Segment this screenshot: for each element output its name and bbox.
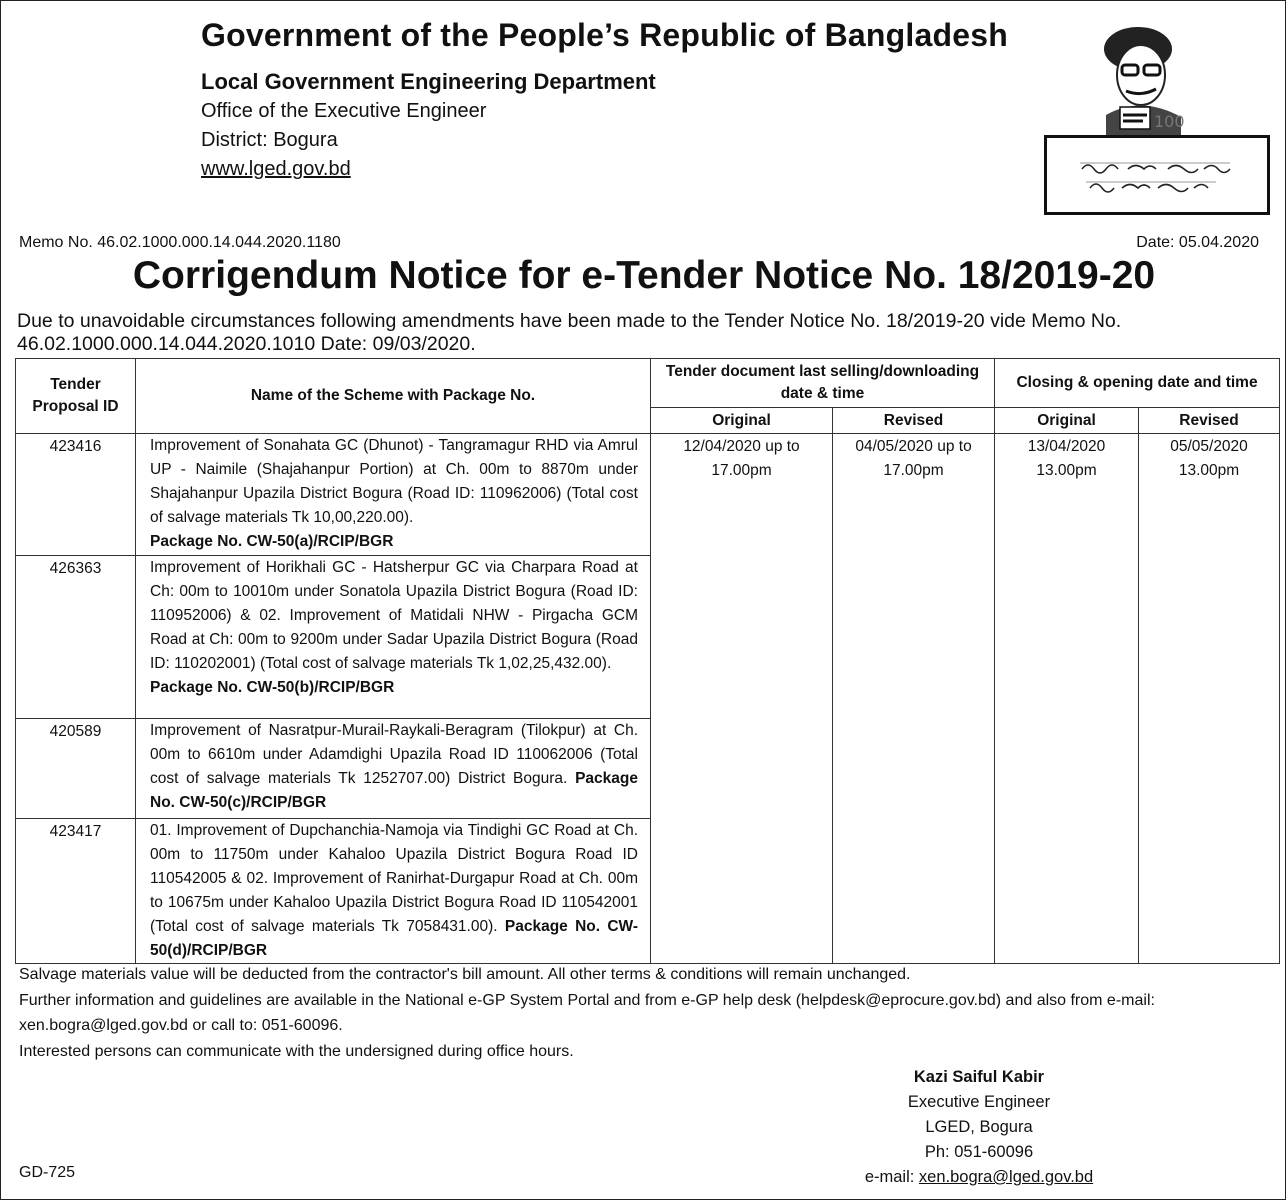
proposal-id: 423416 [16,434,136,556]
scheme-text: Improvement of Nasratpur-Murail-Raykali-Beragram (Tilokpur) at Ch. 00m to 6610m under Adamdighi Upazila Road ID 110062006 (Total cost of salvage materials Tk 1252707.00) District Bogura. [150,722,638,787]
header-closing-revised: Revised [1139,408,1280,434]
department-heading: Local Government Engineering Department [201,69,656,94]
proposal-id: 426363 [16,556,136,719]
header-selling-original: Original [651,408,833,434]
scheme-cell [136,719,651,819]
government-heading: Government of the People’s Republic of Bangladesh [201,17,1008,53]
svg-text:100: 100 [1154,112,1185,131]
selling-original-date: 12/04/2020 up to 17.00pm [651,434,833,964]
district-line: District: Bogura [201,129,338,151]
signatory-name: Kazi Saiful Kabir [913,1068,1045,1086]
header-closing-original: Original [995,408,1139,434]
signature-block [861,1065,1097,1190]
notice-title: Corrigendum Notice for e-Tender Notice No. 18/2019-20 [132,254,1156,297]
package-number: Package No. CW-50(d)/RCIP/BGR [150,918,638,959]
slogan-box [1044,135,1270,215]
email-label: e-mail: [864,1168,919,1186]
bengali-slogan-image [1072,155,1242,195]
note-line-2: Further information and guidelines are available in the National e-GP System Portal and from e-GP help desk (helpdesk@eprocure.gov.bd) and also from e-mail: xen.bogra@lged.gov.bd or call to: 051-60096. [19,991,1155,1034]
header-scheme: Name of the Scheme with Package No. [136,359,651,434]
gd-code: GD-725 [19,1164,76,1181]
table-row [16,434,1280,556]
signatory-email-line [861,1165,1097,1190]
proposal-id: 420589 [16,719,136,819]
closing-original-date: 13/04/2020 13.00pm [995,434,1139,964]
note-line-1: Salvage materials value will be deducted from the contractor's bill amount. All other terms & conditions will remain unchanged. [19,966,911,983]
office-line: Office of the Executive Engineer [201,100,487,122]
header-selling-revised: Revised [833,408,995,434]
package-number: Package No. CW-50(c)/RCIP/BGR [150,770,639,811]
memo-number: Memo No. 46.02.1000.000.14.044.2020.1180 [19,234,341,251]
scheme-cell [136,556,651,719]
selling-revised-date: 04/05/2020 up to 17.00pm [833,434,995,964]
note-line-3: Interested persons can communicate with the undersigned during office hours. [19,1042,574,1060]
package-number: Package No. CW-50(b)/RCIP/BGR [150,679,395,696]
closing-revised-date: 05/05/2020 13.00pm [1139,434,1280,964]
scheme-text: 01. Improvement of Dupchanchia-Namoja via Tindighi GC Road at Ch. 00m to 11750m under Kahaloo Upazila District Bogura Road ID 110542005 & 02. Improvement of Ranirhat-Durgapur Road at Ch. 00m to 10675m under Kahaloo Upazila District Bogura Road ID 110542001 (Total cost of salvage materials Tk 7058431.00). [150,822,638,935]
notice-date: Date: 05.04.2020 [1136,234,1259,251]
scheme-text: Improvement of Horikhali GC - Hatsherpur GC via Charpara Road at Ch: 00m to 10010m under Sonatola Upazila District Bogura (Road ID: 110952006) & 02. Improvement of Matidali NHW - Pirgacha GCM Road at Ch: 00m to 9200m under Sadar Upazila District Bogura (Road ID: 110202001) (Total cost of salvage materials Tk 1,02,25,432.00). [150,559,638,672]
website-link[interactable]: www.lged.gov.bd [201,158,351,180]
scheme-cell [136,434,651,556]
header-proposal-id: Tender Proposal ID [16,359,136,434]
package-number: Package No. CW-50(a)/RCIP/BGR [150,533,394,550]
mujib-portrait-logo [1086,15,1196,135]
signatory-designation: Executive Engineer [907,1093,1051,1111]
header-closing-date: Closing & opening date and time [995,359,1280,408]
scheme-cell [136,819,651,964]
tender-table [15,358,1280,964]
header-selling-date: Tender document last selling/downloading date & time [651,359,995,408]
signatory-email-link[interactable]: xen.bogra@lged.gov.bd [918,1168,1094,1186]
signatory-org: LGED, Bogura [925,1118,1033,1136]
scheme-text: Improvement of Sonahata GC (Dhunot) - Tangramagur RHD via Amrul UP - Naimile (Shajahanpur Portion) at Ch. 00m to 8870m under Shajahanpur Upazila District Bogura (Road ID: 110962006) (Total cost of salvage materials Tk 10,00,220.00). [150,437,638,526]
intro-paragraph: Due to unavoidable circumstances following amendments have been made to the Tender Notice No. 18/2019-20 vide Memo No. 46.02.1000.000.14.044.2020.1010 Date: 09/03/2020. [17,310,1122,355]
proposal-id: 423417 [16,819,136,964]
signatory-phone: Ph: 051-60096 [924,1143,1034,1161]
notes-section [19,962,1269,1064]
